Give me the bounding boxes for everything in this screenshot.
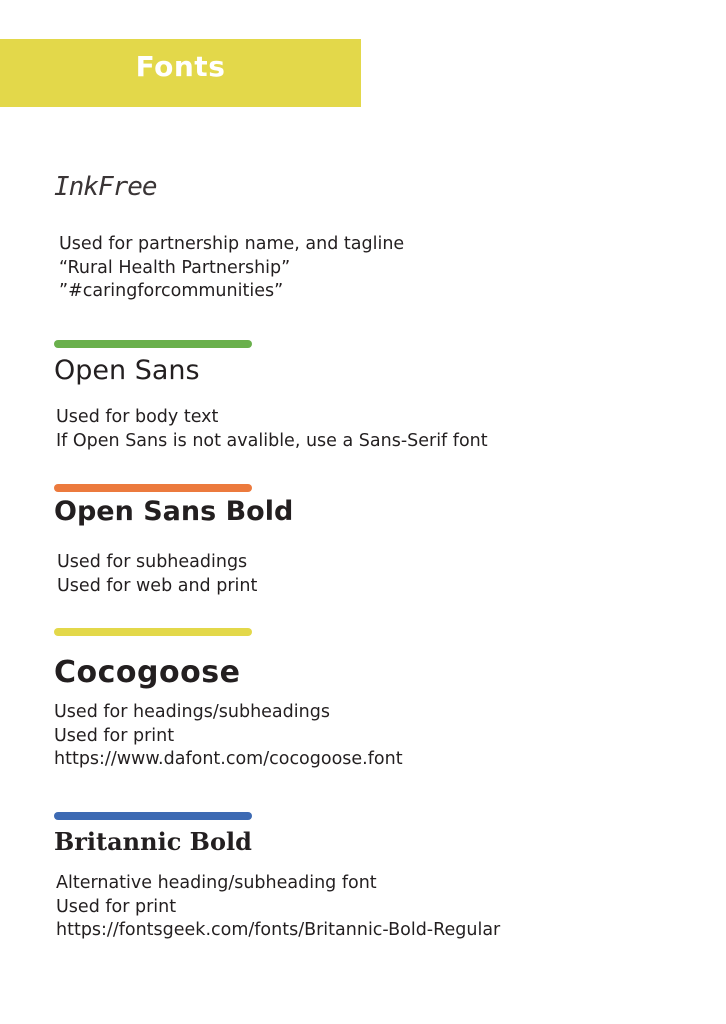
description-line: Used for body text: [56, 407, 219, 427]
font-description-britannic-bold: [56, 872, 500, 943]
font-description-inkfree: [59, 233, 404, 304]
font-name-britannic-bold: Britannic Bold: [54, 827, 252, 856]
font-description-cocogoose: [54, 701, 403, 772]
description-link: https://www.dafont.com/cocogoose.font: [54, 749, 403, 769]
font-description-open-sans: [56, 406, 488, 453]
description-line: “Rural Health Partnership”: [59, 257, 291, 278]
description-line: Used for headings/subheadings: [54, 702, 330, 722]
description-line: Alternative heading/subheading font: [56, 873, 377, 893]
font-description-open-sans-bold: [57, 551, 257, 598]
description-line: Used for subheadings: [57, 552, 248, 572]
page-title: Fonts: [135, 50, 226, 83]
divider-green: [54, 340, 252, 348]
font-name-open-sans-bold: Open Sans Bold: [54, 496, 294, 527]
divider-blue: [54, 812, 252, 820]
font-name-open-sans: Open Sans: [54, 355, 200, 386]
description-line: ”#caringforcommunities”: [59, 281, 284, 301]
divider-yellow: [54, 628, 252, 636]
description-line: Used for print: [56, 896, 177, 917]
description-line: Used for print: [54, 725, 175, 746]
divider-orange: [54, 484, 252, 492]
description-line: Used for partnership name, and tagline: [59, 234, 405, 254]
description-line: If Open Sans is not avalible, use a Sans-Serif font: [56, 430, 488, 451]
description-line: Used for web and print: [57, 575, 258, 596]
font-name-cocogoose: Cocogoose: [54, 655, 241, 690]
description-link: https://fontsgeek.com/fonts/Britannic-Bold-Regular: [56, 920, 501, 940]
font-name-inkfree: InkFree: [54, 172, 157, 202]
